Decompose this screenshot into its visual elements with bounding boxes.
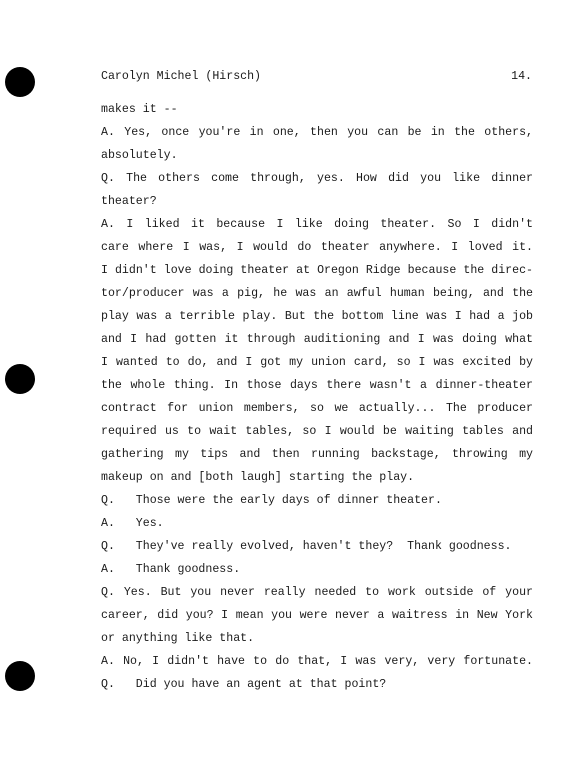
page-number: 14. — [511, 70, 532, 83]
transcript-line: career, did you? I mean you were never a waitress in New York — [101, 609, 533, 622]
transcript-line: A. I liked it because I like doing theater. So I didn't — [101, 218, 533, 231]
transcript-line: play was a terrible play. But the bottom line was I had a job — [101, 310, 533, 323]
transcript-line: makes it -- — [101, 103, 178, 116]
transcript-line: care where I was, I would do theater anywhere. I loved it. — [101, 241, 533, 254]
transcript-line: Q. Yes. But you never really needed to work outside of your — [101, 586, 533, 599]
transcript-line: required us to wait tables, so I would be waiting tables and — [101, 425, 533, 438]
transcript-line: theater? — [101, 195, 157, 208]
transcript-line: Q. They've really evolved, haven't they? Thank goodness. — [101, 540, 512, 553]
transcript-line: A. Thank goodness. — [101, 563, 241, 576]
transcript-line: Q. Did you have an agent at that point? — [101, 678, 387, 691]
transcript-line: I didn't love doing theater at Oregon Ridge because the direc- — [101, 264, 533, 277]
transcript-line: I wanted to do, and I got my union card, so I was excited by — [101, 356, 533, 369]
binder-hole-top — [5, 67, 35, 97]
transcript-line: gathering my tips and then running backstage, throwing my — [101, 448, 533, 461]
transcript-line: contract for union members, so we actually... The producer — [101, 402, 533, 415]
transcript-line: A. No, I didn't have to do that, I was very, very fortunate. — [101, 655, 533, 668]
binder-hole-middle — [5, 364, 35, 394]
transcript-line: and I had gotten it through auditioning and I was doing what — [101, 333, 533, 346]
page-header — [101, 70, 532, 83]
transcript-line: tor/producer was a pig, he was an awful human being, and the — [101, 287, 533, 300]
binder-hole-bottom — [5, 661, 35, 691]
transcript-line: Q. The others come through, yes. How did you like dinner — [101, 172, 533, 185]
transcript-line: the whole thing. In those days there wasn't a dinner-theater — [101, 379, 533, 392]
transcript-line: A. Yes, once you're in one, then you can be in the others, — [101, 126, 533, 139]
interviewee-name: Carolyn Michel (Hirsch) — [101, 70, 262, 83]
transcript-line: makeup on and [both laugh] starting the play. — [101, 471, 415, 484]
transcript-line: Q. Those were the early days of dinner theater. — [101, 494, 442, 507]
transcript-line: absolutely. — [101, 149, 178, 162]
transcript-line: A. Yes. — [101, 517, 164, 530]
transcript-body — [101, 98, 533, 696]
transcript-line: or anything like that. — [101, 632, 255, 645]
